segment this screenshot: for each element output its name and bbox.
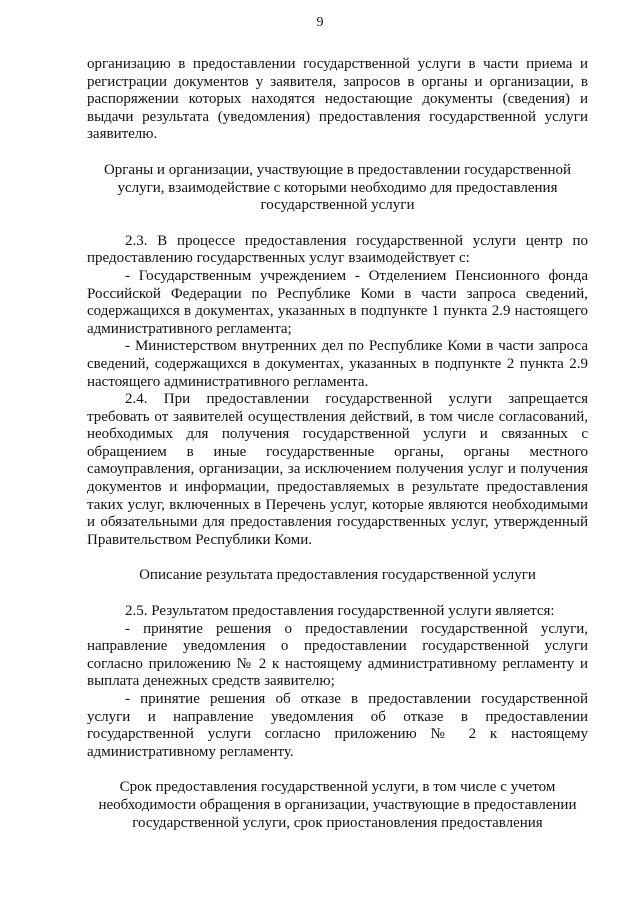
section-heading-result: Описание результата предоставления государственной услуги: [139, 567, 536, 584]
list-item-interior-ministry: - Министерством внутренних дел по Республике Коми в части запроса сведений, содержащихся в документах, указанных в подпункте 2 пункта 2.9 настоящего административного регламента.: [87, 338, 588, 390]
paragraph-2-5: 2.5. Результатом предоставления государственной услуги является:: [125, 603, 555, 620]
section-heading-organizations: Органы и организации, участвующие в предоставлении государственной услуги, взаимодействие с которыми необходимо для предоставления государственной услуги: [103, 161, 572, 214]
paragraph-2-3: 2.3. В процессе предоставления государственной услуги центр по предоставлению государственных услуг взаимодействует с:: [87, 232, 588, 267]
paragraph-2-4: 2.4. При предоставлении государственной услуги запрещается требовать от заявителей осуществления действий, в том числе согласований, необходимых для получения государственной услуги и связанных с обращением в иные государственные органы, органы местного самоуправления, организации, за исключением получения услуг и получения документов и информации, предоставляемых в результате предоставления таких услуг, включенных в Перечень услуг, которые являются необходимыми и обязательными для предоставления государственных услуг, утвержденный Правительством Республики Коми.: [87, 391, 588, 548]
list-item-pension-fund: - Государственным учреждением - Отделением Пенсионного фонда Российской Федерации по Республике Коми в части запроса сведений, содержащихся в документах, указанных в подпункте 1 пункта 2.9 настоящего административного регламента;: [87, 267, 588, 337]
list-item-refusal-decision: - принятие решения об отказе в предоставлении государственной услуги и направление уведомления об отказе в предоставлении государственной услуги согласно приложению № 2 к настоящему административному регламенту.: [87, 691, 588, 760]
paragraph-continuation: организацию в предоставлении государственной услуги в части приема и регистрации документов у заявителя, запросов в органы и организации, в распоряжении которых находятся недостающие документы (сведения) и выдачи результата (уведомления) предоставления государственной услуги заявителю.: [87, 56, 588, 143]
document-body: [87, 56, 588, 832]
section-heading-term: Срок предоставления государственной услуги, в том числе с учетом необходимости обращения в организации, участвующие в предоставлении государственной услуги, срок приостановления предоставления: [98, 779, 577, 831]
page-number: 9: [316, 15, 324, 30]
list-item-grant-decision: - принятие решения о предоставлении государственной услуги, направление уведомления о предоставлении государственной услуги согласно приложению № 2 к настоящему административному регламенту и выплата денежных средств заявителю;: [87, 620, 588, 690]
